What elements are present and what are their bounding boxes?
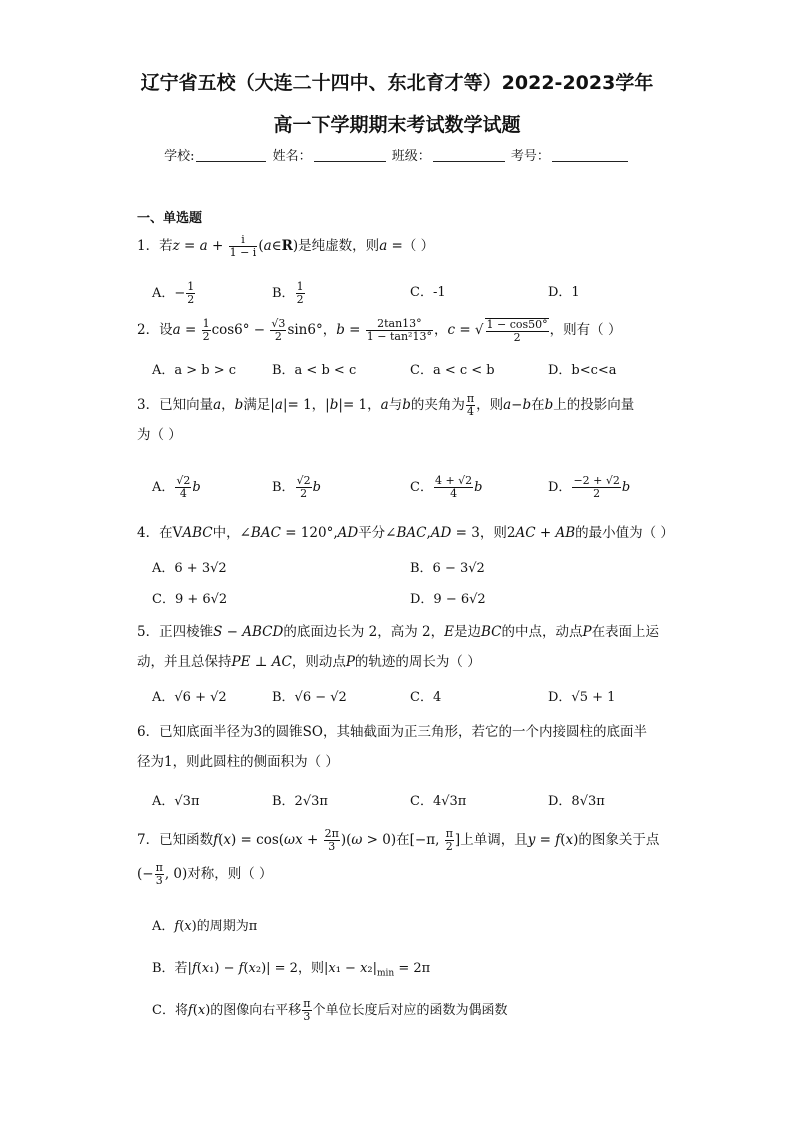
- q3-option-c[interactable]: C． $\frac{4 + √2}{4}$ b: [410, 474, 483, 500]
- question-6: [137, 717, 665, 777]
- question-3: 3．已知向量a，b满足|a|= 1，|b|= 1，a与b的夹角为 $\frac{\pi}{4}$ ，则a−b在b上的投影向量 为（ ）: [137, 390, 665, 450]
- name-blank[interactable]: [314, 148, 386, 162]
- q3-option-b[interactable]: B． $\frac{√2}{2}$ b: [272, 474, 321, 500]
- q4-option-d[interactable]: D．9 − 6√2: [410, 592, 486, 607]
- q6-option-c[interactable]: C．4√3π: [410, 794, 467, 809]
- school-label: 学校:: [164, 149, 195, 164]
- q2-option-d[interactable]: D．b<c<a: [548, 363, 617, 378]
- q7-option-a[interactable]: A．f(x)的周期为π: [152, 919, 258, 934]
- exam-no-label: 考号：: [510, 149, 550, 164]
- q6-option-a[interactable]: A．√3π: [152, 794, 200, 809]
- name-label: 姓名：: [272, 149, 312, 164]
- question-number: 1．: [137, 238, 160, 254]
- q6-option-b[interactable]: B．2√3π: [272, 794, 328, 809]
- title-line-2: 高一下学期期末考试数学试题: [273, 114, 521, 136]
- q2-option-b[interactable]: B．a < b < c: [272, 363, 357, 378]
- q5-option-a[interactable]: A．√6 + √2: [152, 690, 227, 705]
- question-number: 2．: [137, 322, 160, 338]
- q1-option-d[interactable]: D．1: [548, 285, 580, 300]
- section-title: 一、单选题: [137, 211, 203, 226]
- question-1: 1．若z = a + $\frac{i}{1 - i}$ (a∈R)是纯虚数，则a =（ ）: [137, 233, 435, 259]
- q7-option-b[interactable]: B．若|f(x₁) − f(x₂)| = 2，则$|x_1 - x_2|_{min} = 2\pi$: [152, 961, 431, 979]
- question-number: 5．: [137, 624, 160, 640]
- q1-option-c[interactable]: C．-1: [410, 285, 446, 300]
- q3-option-d[interactable]: D． $\frac{-2 + √2}{2}$ b: [548, 474, 631, 500]
- question-6-line-2: 径为1，则此圆柱的侧面积为（ ）: [137, 754, 339, 770]
- student-info-row: [0, 145, 794, 164]
- q6-option-d[interactable]: D．8√3π: [548, 794, 605, 809]
- school-blank[interactable]: [196, 148, 266, 162]
- title-line-1: 辽宁省五校（大连二十四中、东北育才等）2022-2023学年: [140, 72, 654, 94]
- question-number: 4．: [137, 525, 160, 541]
- q3-option-a[interactable]: A． $\frac{√2}{4}$ b: [152, 474, 201, 500]
- q4-option-b[interactable]: B．6 − 3√2: [410, 561, 485, 576]
- question-5: 5．正四棱锥S − ABCD的底面边长为 2，高为 2，E是边BC的中点，动点P在表面上运 动，并且总保持PE ⊥ AC，则动点P的轨迹的周长为（ ）: [137, 624, 660, 670]
- q4-option-c[interactable]: C．9 + 6√2: [152, 592, 228, 607]
- exam-no-blank[interactable]: [552, 148, 628, 162]
- question-7: 7．已知函数f(x) = cos(ωx + $\frac{2\pi}{3}$ )(ω > 0)在[−π, $\frac{\pi}{2}$ ]上单调，且y = f(x)的图象关于点 (− $\frac{\pi}{3}$ , 0)对称，则（ ）: [137, 827, 660, 887]
- q2-option-c[interactable]: C．a < c < b: [410, 363, 495, 378]
- q5-option-c[interactable]: C．4: [410, 690, 442, 705]
- question-number: 3．: [137, 397, 160, 413]
- q4-option-a[interactable]: A．6 + 3√2: [152, 561, 227, 576]
- question-6-line-1: 已知底面半径为3的圆锥SO，其轴截面为正三角形，若它的一个内接圆柱的底面半: [159, 724, 647, 740]
- q5-option-b[interactable]: B．√6 − √2: [272, 690, 347, 705]
- q1-option-a[interactable]: A．− $\frac{1}{2}$: [152, 280, 195, 306]
- class-label: 班级：: [391, 149, 431, 164]
- q7-option-c[interactable]: C．将f(x)的图像向右平移 $\frac{\pi}{3}$ 个单位长度后对应的函数为偶函数: [152, 997, 508, 1023]
- q5-option-d[interactable]: D．√5 + 1: [548, 690, 616, 705]
- question-number: 7．: [137, 832, 160, 848]
- class-blank[interactable]: [433, 148, 505, 162]
- q1-option-b[interactable]: B． $\frac{1}{2}$: [272, 280, 304, 306]
- question-2: 2．设a = $\frac{1}{2}$ cos6° − $\frac{√3}{2}$ sin6°，b = $\frac{2\tan 13^\circ}{\text{1 − tan²13°}}$ ，c = √ $\frac{1 - \cos 50^\circ}{2}$ ，则有（ ）: [137, 317, 622, 344]
- question-4: 4．在VABC中，∠BAC = 120°,AD平分∠BAC,AD = 3，则2AC + AB的最小值为（ ）: [137, 525, 674, 541]
- q2-option-a[interactable]: A．a > b > c: [152, 363, 237, 378]
- question-number: 6．: [137, 724, 160, 740]
- question-3-line-2: 为（ ）: [137, 427, 182, 443]
